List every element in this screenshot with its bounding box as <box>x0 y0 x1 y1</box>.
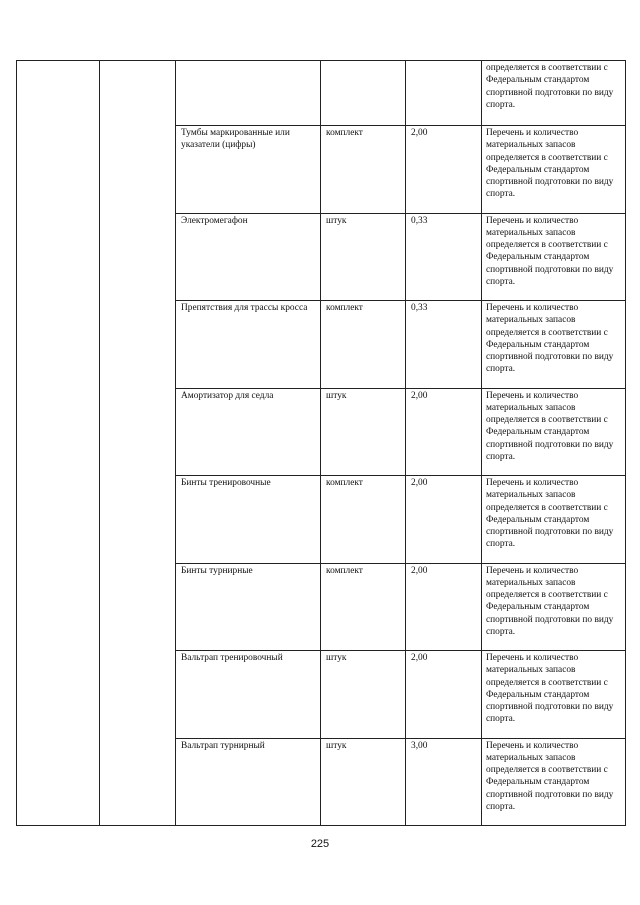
quantity-cell: 2,00 <box>406 476 482 564</box>
unit-cell: комплект <box>321 476 406 564</box>
note-cell: Перечень и количество материальных запасов определяется в соответствии с Федеральным стандартом спортивной подготовки по виду спорта. <box>482 388 626 476</box>
merged-cell-col2 <box>100 61 176 826</box>
quantity-cell: 0,33 <box>406 301 482 389</box>
note-cell: Перечень и количество материальных запасов определяется в соответствии с Федеральным стандартом спортивной подготовки по виду спорта. <box>482 651 626 739</box>
item-name-cell: Вальтрап турнирный <box>176 738 321 826</box>
page-number: 225 <box>310 838 330 850</box>
note-cell: Перечень и количество материальных запасов определяется в соответствии с Федеральным стандартом спортивной подготовки по виду спорта. <box>482 301 626 389</box>
note-cell: Перечень и количество материальных запасов определяется в соответствии с Федеральным стандартом спортивной подготовки по виду спорта. <box>482 126 626 214</box>
unit-cell: штук <box>321 213 406 301</box>
quantity-cell: 2,00 <box>406 126 482 214</box>
quantity-cell: 2,00 <box>406 563 482 651</box>
item-name-cell: Электромегафон <box>176 213 321 301</box>
note-cell: Перечень и количество материальных запасов определяется в соответствии с Федеральным стандартом спортивной подготовки по виду спорта. <box>482 476 626 564</box>
merged-cell-col1 <box>17 61 100 826</box>
unit-cell: комплект <box>321 301 406 389</box>
table-row <box>17 61 626 126</box>
note-cell: определяется в соответствии с Федеральным стандартом спортивной подготовки по виду спорта. <box>482 61 626 126</box>
item-name-cell: Бинты турнирные <box>176 563 321 651</box>
item-name-cell: Вальтрап тренировочный <box>176 651 321 739</box>
quantity-cell: 2,00 <box>406 651 482 739</box>
unit-cell: штук <box>321 738 406 826</box>
item-name-cell: Препятствия для трассы кросса <box>176 301 321 389</box>
item-name-cell: Амортизатор для седла <box>176 388 321 476</box>
unit-cell: штук <box>321 651 406 739</box>
unit-cell: штук <box>321 388 406 476</box>
materials-table <box>16 60 626 826</box>
item-name-cell: Бинты тренировочные <box>176 476 321 564</box>
note-cell: Перечень и количество материальных запасов определяется в соответствии с Федеральным стандартом спортивной подготовки по виду спорта. <box>482 563 626 651</box>
quantity-cell: 3,00 <box>406 738 482 826</box>
item-name-cell: Тумбы маркированные или указатели (цифры) <box>176 126 321 214</box>
quantity-cell: 0,33 <box>406 213 482 301</box>
unit-cell: комплект <box>321 563 406 651</box>
note-cell: Перечень и количество материальных запасов определяется в соответствии с Федеральным стандартом спортивной подготовки по виду спорта. <box>482 213 626 301</box>
note-cell: Перечень и количество материальных запасов определяется в соответствии с Федеральным стандартом спортивной подготовки по виду спорта. <box>482 738 626 826</box>
quantity-cell: 2,00 <box>406 388 482 476</box>
unit-cell: комплект <box>321 126 406 214</box>
